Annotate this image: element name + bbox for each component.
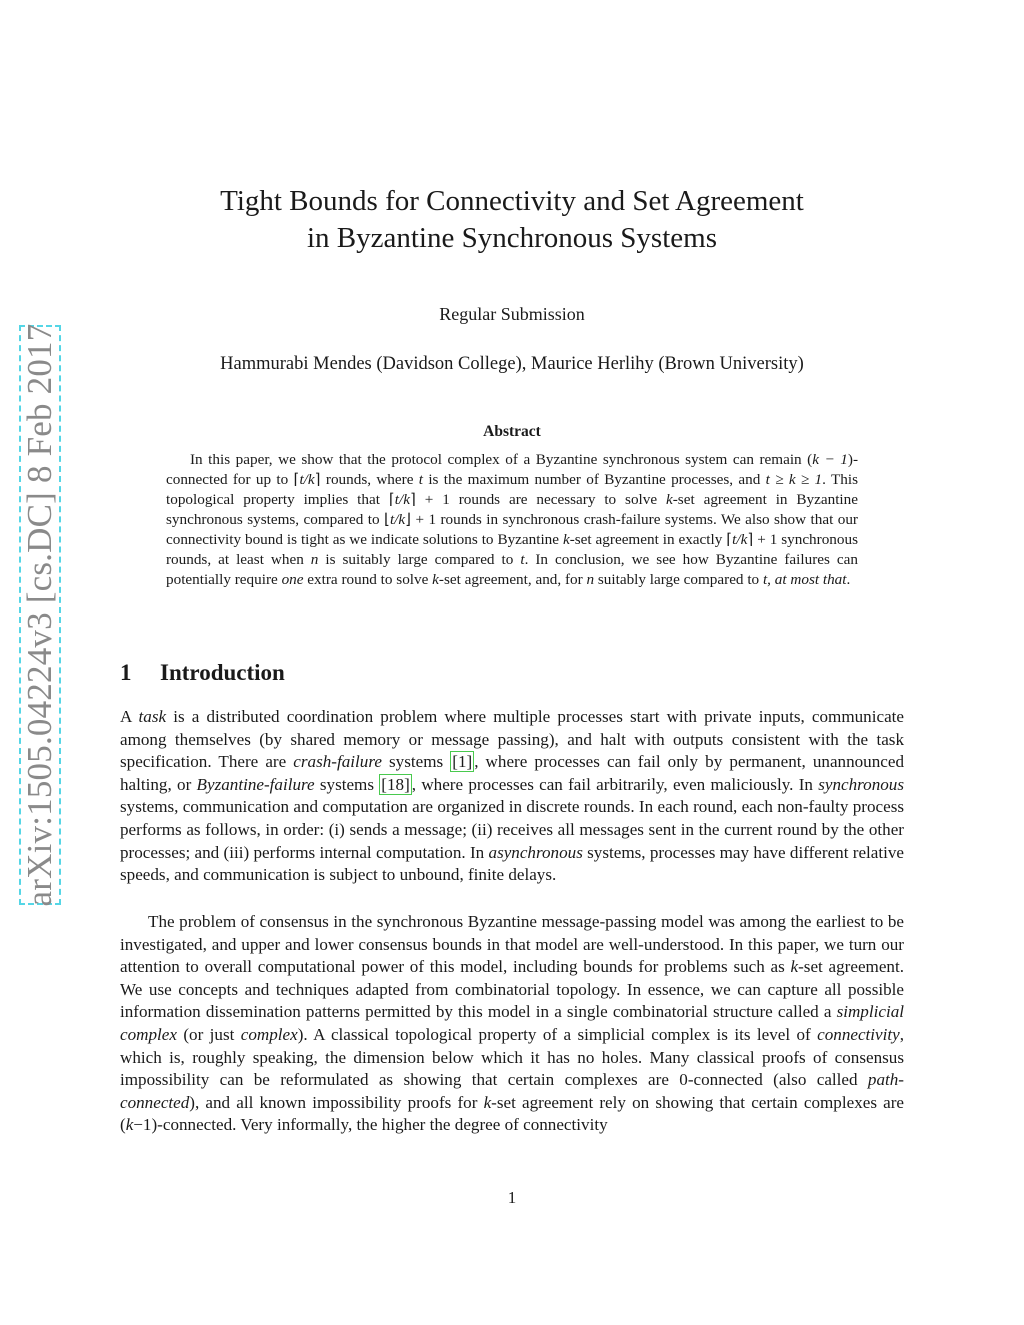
authors: Hammurabi Mendes (Davidson College), Maurice Herlihy (Brown University) xyxy=(220,354,804,374)
citation-link-1[interactable]: [1] xyxy=(452,752,473,772)
intro-paragraph-2: The problem of consensus in the synchronous Byzantine message-passing model was among the earliest to be investigated, and upper and lower consensus bounds in that model are well-understood. In this paper, we turn our attention to overall computational power of this model, including bounds for problems such as k-set agreement. We use concepts and techniques adapted from combinatorial topology. In essence, we can capture all possible information dissemination patterns permitted by this model in a single combinatorial structure called a simplicial complex (or just complex). A classical topological property of a simplicial complex is its level of connectivity, which is, roughly speaking, the dimension below which it has no holes. Many classical proofs of consensus impossibility can be reformulated as showing that certain complexes are 0-connected (also called path-connected), and all known impossibility proofs for k-set agreement rely on showing that certain complexes are (k−1)-connected. Very informally, the higher the degree of connectivity xyxy=(120,912,905,1135)
abstract-heading: Abstract xyxy=(483,423,541,440)
intro-paragraph-1: A task is a distributed coordination problem where multiple processes start with private inputs, communicate among themselves (by shared memory or message passing), and halt with outputs consistent with the task specification. There are crash-failure systems [1] , where processes can fail only by permanent, unannounced halting, or Byzantine-failure systems [18] , where processes can fail arbitrarily, even maliciously. In synchronous systems, communication and computation are organized in discrete rounds. In each round, each non-faulty process performs as follows, in order: (i) sends a message; (ii) receives all messages sent in the current round by the other processes; and (iii) performs internal computation. In asynchronous systems, processes may have different relative speeds, and communication is subject to unbound, finite delays. xyxy=(120,707,904,885)
arxiv-stamp xyxy=(19,325,61,905)
paper-title xyxy=(120,183,904,257)
title-line-2: in Byzantine Synchronous Systems xyxy=(306,222,717,254)
citation-link-18[interactable]: [18] xyxy=(381,774,410,794)
title-line-1: Tight Bounds for Connectivity and Set Agreement xyxy=(220,185,804,217)
section-heading-introduction xyxy=(120,660,285,686)
arxiv-identifier[interactable]: arXiv:1505.04224v3 [cs.DC] 8 Feb 2017 xyxy=(20,323,59,907)
page-number: 1 xyxy=(507,1188,517,1207)
abstract-body: In this paper, we show that the protocol complex of a Byzantine synchronous system can remain (k − 1)-connected for up to ⌈t/k⌉ rounds, where t is the maximum number of Byzantine processes, and t ≥ k ≥ 1. This topological property implies that ⌈t/k⌉ + 1 rounds are necessary to solve k-set agreement in Byzantine synchronous systems, compared to ⌊t/k⌋ + 1 rounds in synchronous crash-failure systems. We also show that our connectivity bound is tight as we indicate solutions to Byzantine k-set agreement in exactly ⌈t/k⌉ + 1 synchronous rounds, at least when n is suitably large compared to t. In conclusion, we see how Byzantine failures can potentially require one extra round to solve k-set agreement, and, for n suitably large compared to t, at most that. xyxy=(166,451,859,588)
section-title: Introduction xyxy=(160,660,285,685)
section-number: 1 xyxy=(120,660,132,685)
submission-type: Regular Submission xyxy=(439,304,585,324)
